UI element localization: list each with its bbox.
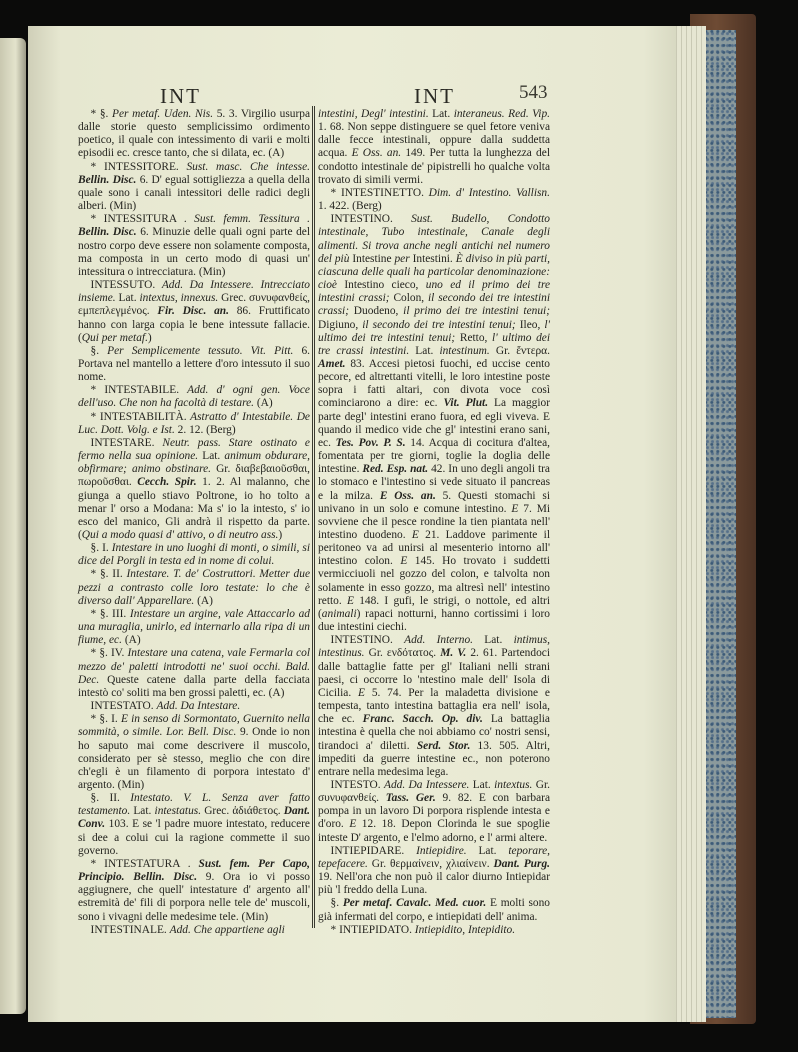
- entry-text: INTESTO.: [330, 778, 384, 791]
- entry-text: Gr. συνυφανθείς.: [318, 778, 550, 805]
- entry-text: Gr. ενδότατος.: [364, 647, 441, 660]
- entry-text: Gr. ἔντερα.: [489, 344, 550, 357]
- italic-text: il primo dei tre intestini tenui;: [403, 305, 550, 318]
- dictionary-entry: [78, 437, 310, 542]
- entry-text: INTIEPIDARE.: [330, 844, 417, 857]
- citation-text: M. V.: [440, 647, 467, 660]
- entry-text: (A): [254, 397, 273, 410]
- dictionary-entry: [318, 108, 550, 187]
- italic-text: per: [394, 252, 410, 265]
- entry-text: 19. Nell'ora che non può il calor diurno Intiepidar più 'l freddo della Luna.: [318, 871, 550, 897]
- entry-text: 2. 12. (Berg): [174, 423, 236, 436]
- italic-text: intestini, Degl' intestini.: [318, 108, 429, 120]
- citation-text: Tass. Ger.: [385, 792, 436, 805]
- italic-text: Intestare. T. de' Costruttori. Metter due pezzi a contrasto colle loro testate: lo che è diverso dall' Apparellare.: [78, 568, 310, 607]
- entry-text: 1. 2. Al malanno, che giunga a quello stiavo Poltrone, io ho tolto a menar l' orso a Modana: Ma s' io la intesto, s' io esco del manico, Gli andrà il rispetto da parte. (: [78, 476, 310, 541]
- italic-text: intextus, innexus.: [139, 292, 219, 305]
- citation-text: Tes. Pov. P. S.: [335, 436, 406, 449]
- dictionary-entry: [78, 924, 310, 937]
- entry-text: (A): [194, 594, 213, 607]
- dictionary-entry: [318, 187, 550, 213]
- italic-text: Add. Da Intessere.: [383, 778, 470, 791]
- entry-text: INTESSUTO.: [90, 279, 162, 292]
- entry-text: * §. IV.: [90, 647, 128, 660]
- entry-text: * INTESTABILE.: [90, 384, 188, 397]
- entry-text: 13. 505. Altri, impediti da guerre intestine ec., non poterono entrare nella medesima lega.: [318, 739, 550, 778]
- italic-text: Sust. Budello, Condotto intestinale, Tubo intestinale, Canale degli alimenti. Si trova anche negli antichi nel numero del più: [318, 213, 550, 265]
- citation-text: Sust. fem. Per Capo, Principio. Bellin. Disc.: [78, 857, 310, 884]
- entry-text: 6. D' egual sottigliezza a quella della quale sono i canali intessitori delle radici degli alberi. (Min): [78, 173, 310, 213]
- entry-text: §. I.: [90, 542, 112, 555]
- entry-text: Gr. θερμαίνειν, χλιαίνειν.: [367, 857, 494, 870]
- dictionary-entry: [78, 700, 310, 713]
- entry-text: Digiuno,: [318, 318, 363, 331]
- entry-text: Intestino cieco,: [336, 279, 426, 292]
- italic-text: Add. Da Intestare.: [156, 700, 241, 713]
- entry-text: 6. Portava nel mantello a lettere d'oro intessuto il suo nome.: [78, 344, 311, 384]
- entry-text: INTESTINO.: [330, 213, 412, 226]
- entry-text: Lat.: [198, 450, 225, 463]
- dictionary-entry: [318, 924, 550, 937]
- entry-text: * §. I.: [90, 713, 121, 726]
- entry-text: Intestini.: [409, 252, 456, 265]
- dictionary-entry: [78, 858, 310, 924]
- italic-text: Intestare un argine, vale Attaccarlo ad una muraglia, unirlo, ed internarlo alla ripa di un fiume, ec.: [78, 607, 310, 647]
- column-rule: [312, 106, 315, 928]
- entry-text: 149. Per tutta la lunghezza del condotto intestinale de' pipistrelli ho qualche volta trovato di simili vermi.: [318, 147, 550, 186]
- italic-text: Per metaf. Uden. Nis.: [112, 108, 214, 120]
- entry-text: Intestine: [349, 252, 395, 265]
- entry-text: 103. E se 'l padre muore intestato, reducere si dee a colui cui la ragione commette il suo governo.: [78, 818, 310, 857]
- dictionary-entry: [78, 713, 310, 792]
- italic-text: animum obdurare, obfirmare; animo obstinare.: [78, 450, 310, 476]
- italic-text: Intiepidito, Intepidito.: [414, 923, 516, 936]
- entry-text: 6. Minuzie delle quali ogni parte del nostro corpo deve essere non solamente composta, ma composta in un certo modo di quasi un' intessitura o intrecciatura. (Min): [78, 226, 311, 278]
- italic-text: animali: [321, 607, 357, 620]
- entry-text: ): [147, 331, 152, 344]
- dictionary-entry: [318, 779, 550, 845]
- entry-text: * §. III.: [90, 607, 130, 620]
- italic-text: interaneus. Red. Vip.: [453, 108, 550, 120]
- dictionary-entry: [318, 845, 550, 898]
- dictionary-entry: [78, 108, 310, 161]
- italic-text: Per Semplicemente tessuto. Vit. Pitt.: [107, 344, 294, 357]
- italic-text: teporare, tepefacere.: [318, 844, 550, 870]
- dictionary-entry: [78, 213, 310, 279]
- italic-text: E: [411, 529, 419, 541]
- entry-text: * INTESTINETTO.: [330, 186, 429, 199]
- entry-text: 86. Fruttificato hanno con larga copia le bene intessute fallacie. (: [78, 305, 310, 344]
- citation-text: Dant. Purg.: [493, 857, 550, 870]
- entry-text: §. II.: [90, 792, 131, 805]
- citation-text: Serd. Stor.: [416, 739, 471, 752]
- italic-text: E: [346, 594, 354, 607]
- entry-text: 145. Ho trovato i suddetti vermicciuoli nel gozzo del colon, e talvolta non solamente in esso gozzo, ma altresì nell' intestino retto.: [318, 555, 550, 607]
- citation-text: Vit. Plut.: [443, 397, 489, 410]
- entry-text: 9. Onde io non ho saputo mai come descrivere il muscolo, considerato per sè stesso, meglio che con dire ch'egli è un filamento di porpora intestato d' argento. (Min): [78, 726, 310, 791]
- italic-text: Add. Che appartiene agli: [169, 923, 285, 936]
- entry-text: INTESTARE.: [90, 436, 163, 449]
- italic-text: Intiepidire.: [416, 844, 467, 857]
- italic-text: l' ultimo dei tre intestini tenui;: [318, 318, 550, 344]
- citation-text: Bellin. Disc.: [78, 173, 137, 186]
- entry-text: ) rapaci notturni, hanno cortissimi i loro due intestini ciechi.: [318, 607, 550, 634]
- italic-text: E: [358, 686, 365, 699]
- entry-text: La battaglia intestina è quella che noi abbiamo co' nostri sensi, tirandoci a' diletti.: [318, 713, 550, 752]
- entry-text: INTESTINO.: [330, 634, 405, 647]
- italic-text: Qui a modo quasi d' attivo, o di neutro ass.: [81, 529, 279, 541]
- italic-text: Neutr. pass. Stare ostinato e fermo nella sua opinione.: [78, 436, 310, 463]
- italic-text: È diviso in più parti, ciascuna delle quali ha particolar denominazione: cioè: [318, 252, 550, 292]
- entry-text: INTESTINALE.: [90, 923, 170, 936]
- entry-text: Grec. ἀδιάθετος.: [201, 805, 284, 818]
- italic-text: Intestato. V. L. Senza aver fatto testamento.: [78, 792, 310, 818]
- dictionary-entry: [78, 279, 310, 345]
- italic-text: il secondo dei tre intestini tenui;: [362, 318, 516, 331]
- italic-text: uno ed il primo dei tre intestini crassi;: [318, 279, 551, 305]
- entry-text: Colon,: [389, 292, 429, 305]
- left-running-head: INT: [160, 84, 201, 108]
- italic-text: Add. Interno.: [404, 634, 473, 647]
- entry-text: La maggior parte degl' intestini erano fuora, ed egli viveva. E quando il medico vide che gl' intestini erano sani, ec.: [318, 397, 551, 449]
- dictionary-entry: [78, 792, 310, 858]
- entry-text: Grec. συνυφανθείς, εμπεπλεγμένος.: [78, 292, 310, 318]
- entry-text: 42. In uno degli angoli tra lo stomaco e l'intestino si vede situato il pancreas e la milza.: [318, 463, 550, 502]
- entry-text: 9. 82. E con barbara pompa in un lavoro Di porpora risplende intesta e d'oro.: [318, 792, 550, 831]
- facing-page-edge: [0, 38, 26, 1014]
- italic-text: intestatus.: [154, 805, 202, 818]
- dictionary-entry: [318, 634, 550, 779]
- page-number: 543: [519, 82, 548, 103]
- entry-text: 9. Ora io vi posso aggiugnere, che quell' intestature d' argento all' estremità de' fili di porpora nelle tele de' muscoli, sono i vivagni delle medesime tele. (Min): [78, 871, 311, 923]
- entry-text: (A): [121, 634, 141, 647]
- entry-text: 5. 3. Virgilio usurpa dalle storie questo semplicissimo ordimento poetico, il quale con intessimento di varii e molti episodii ec. cresce tanto, che si dilata, ec. (A): [78, 108, 310, 160]
- italic-text: E: [400, 555, 408, 568]
- dictionary-entry: [78, 542, 310, 568]
- italic-text: Intestare una catena, vale Fermarla col mezzo de' paletti introdotti ne' suoi occhi. Bald. Dec.: [78, 647, 310, 686]
- citation-text: Per metaf. Cavalc. Med. cuor.: [342, 897, 487, 910]
- entry-text: 14. Acqua di cocitura d'altea, fomentata per tre giorni, toglie la doglia delle intestine.: [318, 436, 550, 476]
- entry-text: 5. 74. Per la maladetta divisione e tempesta, tanto intestina battaglia era nell' isola, che ec.: [318, 686, 550, 726]
- italic-text: E Oss. an.: [351, 147, 402, 160]
- citation-text: Amet.: [318, 357, 346, 370]
- italic-text: intimus, intestinus.: [318, 634, 550, 660]
- entry-text: * §.: [90, 108, 113, 120]
- right-column: [318, 108, 550, 937]
- dictionary-entry: [78, 345, 310, 384]
- entry-text: 148. I gufi, le strigi, o nottole, ed altri (: [318, 594, 550, 620]
- entry-text: * INTESTABILITÀ.: [90, 410, 191, 423]
- dictionary-entry: [78, 647, 310, 700]
- entry-text: §.: [330, 897, 343, 910]
- dictionary-entry: [318, 897, 550, 923]
- italic-text: E: [349, 818, 357, 831]
- italic-text: Sust. femm. Tessitura .: [194, 213, 310, 226]
- entry-text: ): [278, 529, 283, 541]
- left-column: [78, 108, 310, 937]
- entry-text: §.: [90, 344, 108, 357]
- entry-text: 21. Laddove parimente il peritoneo va ad unirsi al mesenterio intorno all' intestino colon.: [318, 529, 550, 568]
- italic-text: intestinum.: [439, 344, 490, 357]
- entry-text: Lat.: [409, 344, 440, 357]
- entry-text: Retto,: [455, 331, 493, 344]
- dictionary-entry: [78, 608, 310, 647]
- citation-text: E Oss. an.: [379, 489, 436, 502]
- entry-text: Lat.: [428, 108, 454, 120]
- italic-text: E: [511, 502, 519, 515]
- dictionary-entry: [78, 161, 310, 214]
- entry-text: E molti sono già infermati del corpo, e intiepidati dell' anima.: [318, 897, 551, 923]
- entry-text: * INTESSITORE.: [90, 160, 187, 173]
- entry-text: * §. II.: [90, 568, 127, 581]
- italic-text: intextus.: [494, 778, 533, 791]
- entry-text: 12. 18. Depon Clorinda le sue spoglie inteste D' argento, e l'elmo adorno, e l' armi altere.: [318, 818, 550, 844]
- entry-text: Lat.: [130, 805, 155, 818]
- citation-text: Cecch. Spir.: [137, 476, 197, 489]
- italic-text: Sust. masc. Che intesse.: [186, 160, 310, 173]
- dictionary-entry: [78, 384, 310, 410]
- entry-text: * INTESTATURA .: [90, 857, 199, 870]
- entry-text: 1. 68. Non seppe distinguere se quel fetore veniva dalle fecce intestinali, oppure dalla suddetta acqua.: [318, 121, 550, 160]
- entry-text: Lat.: [115, 292, 140, 305]
- entry-text: * INTIEPIDATO.: [330, 923, 415, 936]
- dictionary-entry: [78, 568, 310, 607]
- italic-text: E in senso di Sormontato, Guernito nella sommità, o simile. Lor. Bell. Disc.: [78, 713, 310, 739]
- dictionary-entry: [78, 411, 310, 437]
- entry-text: 5. Questi stomachi si univano in un solo e comune intestino.: [318, 489, 550, 515]
- citation-text: Dant. Conv.: [78, 805, 310, 831]
- entry-text: INTESTATO.: [90, 700, 157, 713]
- entry-text: Lat.: [466, 844, 509, 857]
- entry-text: Lat.: [473, 634, 514, 647]
- entry-text: 2. 61. Partendoci dalle battaglie fatte per gl' Italiani nelli strani paesi, ci occorre lo 'ntestino male dell' Isola di Cicilia.: [318, 647, 550, 699]
- entry-text: Ileo,: [515, 318, 545, 331]
- citation-text: Fir. Disc. an.: [157, 305, 229, 318]
- page-stack-edges: [672, 26, 706, 1022]
- citation-text: Red. Esp. nat.: [362, 463, 429, 476]
- dictionary-entry: [318, 213, 550, 634]
- entry-text: Duodeno,: [349, 305, 404, 318]
- entry-text: * INTESSITURA .: [90, 213, 195, 226]
- italic-text: l' ultimo dei tre crassi intestini.: [318, 331, 550, 357]
- italic-text: Astratto d' Intestabile. De Luc. Dott. Volg. e Ist.: [78, 410, 310, 436]
- marbled-page-edge: [704, 30, 736, 1018]
- entry-text: Gr. διαβεβαιοῦσθαι, πωροῦσθαι.: [78, 463, 310, 489]
- italic-text: Dim. d' Intestino. Vallisn.: [428, 186, 550, 199]
- entry-text: Lat.: [469, 778, 495, 791]
- italic-text: Add. Da Intessere. Intrecciato insieme.: [78, 279, 310, 305]
- entry-text: 7. Mi sovviene che il pesce rondine la tien piantata nell' intestino duodeno.: [318, 502, 550, 541]
- entry-text: Queste catene dalla parte della facciata intestò co' soliti ma ben grossi paletti, ec. (A): [78, 673, 310, 699]
- italic-text: Add. d' ogni gen. Voce dell'uso. Che non ha facoltà di testare.: [78, 384, 310, 410]
- citation-text: Franc. Sacch. Op. div.: [362, 713, 483, 726]
- italic-text: Qui per metaf.: [81, 331, 148, 344]
- citation-text: Bellin. Disc.: [78, 226, 137, 239]
- right-running-head: INT: [414, 84, 455, 108]
- entry-text: 83. Accesi pietosi fuochi, ed uccise cento pecore, ed altrettanti vitelli, le loro intestine poste sopra i fatti altari, con divota voce così cominciarono a dire: ec.: [318, 357, 550, 410]
- italic-text: il secondo dei tre intestini crassi;: [318, 292, 550, 318]
- entry-text: 1. 422. (Berg): [318, 200, 382, 213]
- italic-text: Intestare in uno luoghi di monti, o simili, si dice del Porgli in testa ed in nome di colui.: [78, 542, 310, 568]
